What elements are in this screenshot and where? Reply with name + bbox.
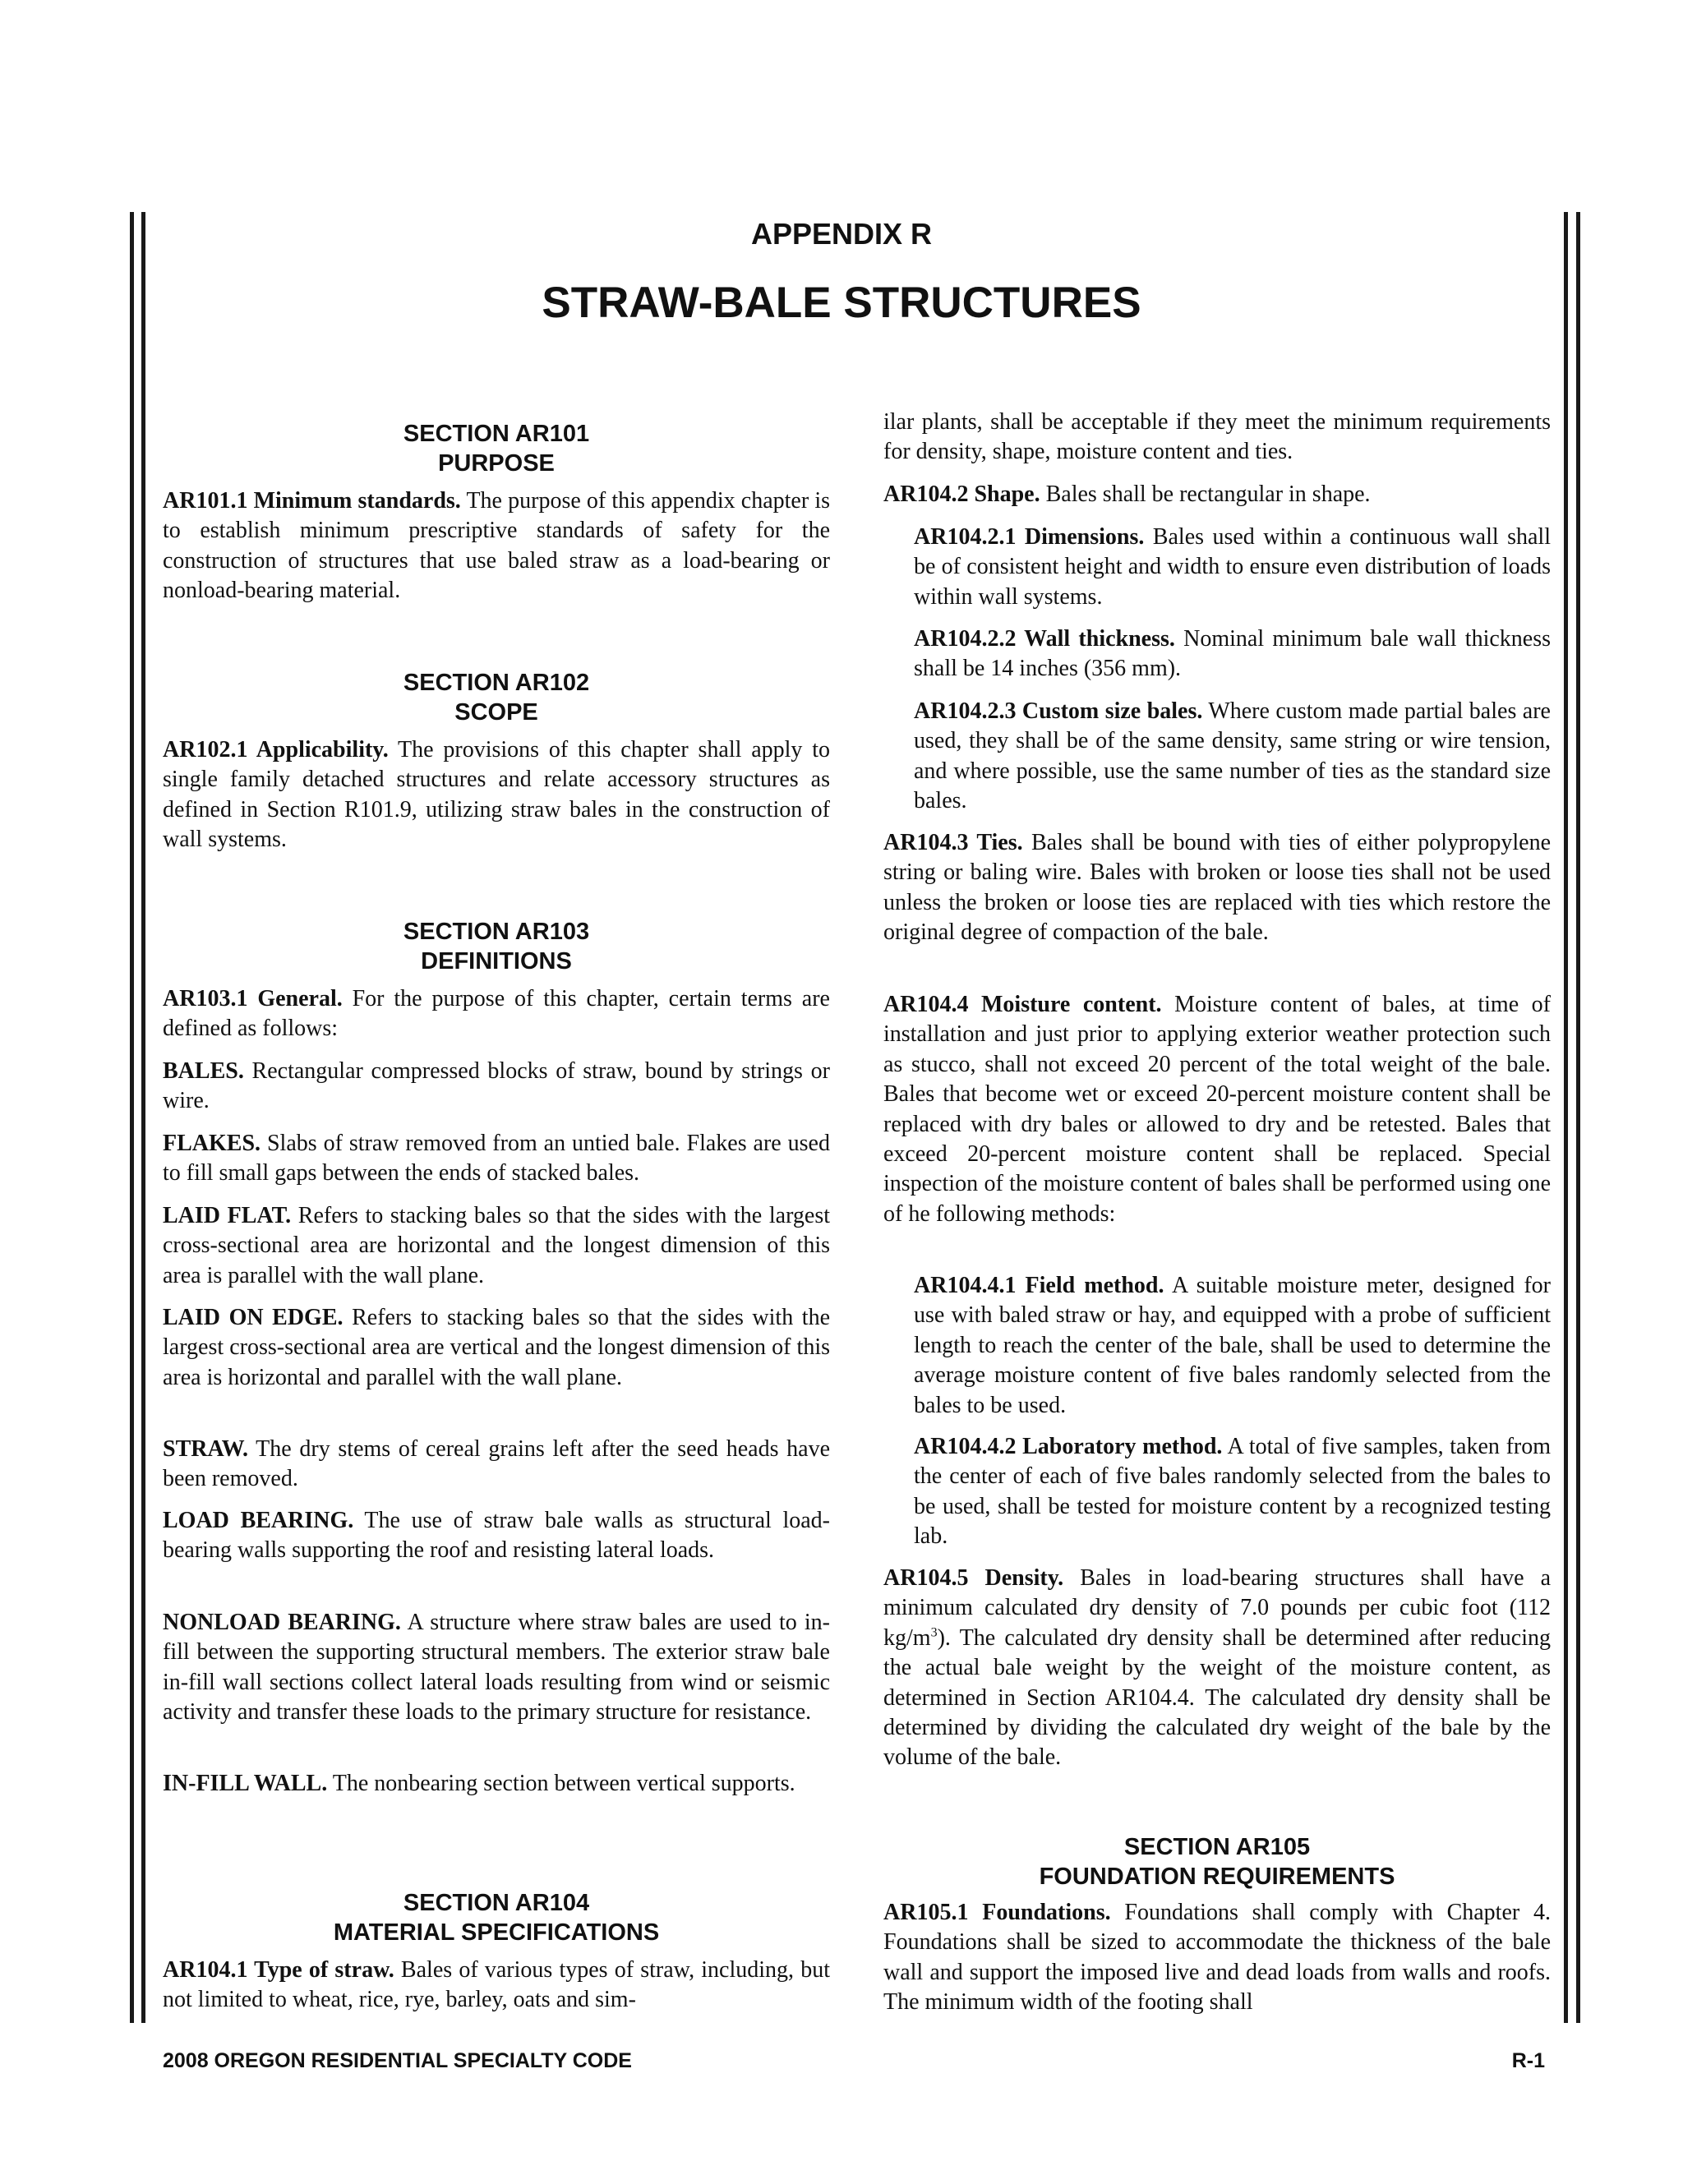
section-heading-ar101 <box>163 419 830 478</box>
definition-text: Refers to stacking bales so that the sides with the largest cross-sectional area are horizontal and the longest dimension of this area is parallel with the wall plane. <box>163 1203 830 1288</box>
definition-text: A structure where straw bales are used to in-fill between the supporting structural members. The exterior straw bale in-fill wall sections collect lateral loads resulting from wind or seismic activity and transfer these loads to the primary structure for resistance. <box>163 1610 830 1726</box>
paragraph-ar104-1-continued <box>883 408 1551 468</box>
right-margin-bar-inner <box>1564 212 1568 2023</box>
paragraph-term: AR104.2 Shape. <box>883 481 1040 507</box>
paragraph-term: AR105.1 Foundations. <box>883 1900 1111 1925</box>
section-name: DEFINITIONS <box>421 948 572 975</box>
paragraph-ar104-1 <box>163 1956 830 2016</box>
paragraph-ar104-2-3 <box>914 697 1551 817</box>
paragraph-text: Bales shall be bound with ties of either polypropylene string or baling wire. Bales with broken or loose ties shall not be used unless the broken or loose ties are replaced with ties which restore the original degree of compaction of the bale. <box>883 830 1551 946</box>
definition-text: Slabs of straw removed from an untied bale. Flakes are used to fill small gaps between the ends of stacked bales. <box>163 1131 830 1186</box>
section-number: SECTION AR104 <box>403 1890 590 1916</box>
paragraph-term: AR104.2.3 Custom size bales. <box>914 698 1203 724</box>
footer-code-name: 2008 OREGON RESIDENTIAL SPECIALTY CODE <box>163 2049 632 2072</box>
paragraph-term: AR102.1 Applicability. <box>163 737 389 763</box>
definition-term: LOAD BEARING. <box>163 1508 354 1533</box>
definition-text: The use of straw bale walls as structural load-bearing walls supporting the roof and resisting lateral loads. <box>163 1508 830 1564</box>
paragraph-text: Bales in load-bearing structures shall have a minimum calculated dry density of 7.0 pounds per cubic foot (112 kg/m <box>883 1565 1551 1651</box>
paragraph-text: A suitable moisture meter, designed for use with baled straw or hay, and equipped with a probe of sufficient length to reach the center of the bale, shall be used to determine the average moisture content of five bales randomly selected from the bales to be used. <box>914 1273 1551 1418</box>
paragraph-term: AR104.2.1 Dimensions. <box>914 524 1145 550</box>
paragraph-term: AR104.1 Type of straw. <box>163 1957 394 1983</box>
definition-laid-on-edge <box>163 1303 830 1393</box>
section-number: SECTION AR103 <box>403 919 590 945</box>
paragraph-ar102-1 <box>163 735 830 855</box>
paragraph-text: Bales used within a continuous wall shall be of consistent height and width to ensure even distribution of loads within wall systems. <box>914 524 1551 610</box>
paragraph-ar101-1 <box>163 486 830 606</box>
paragraph-ar104-2-2 <box>914 624 1551 684</box>
paragraph-term: AR104.5 Density. <box>883 1565 1064 1591</box>
definition-term: IN-FILL WALL. <box>163 1771 328 1796</box>
definition-in-fill-wall <box>163 1769 830 1799</box>
section-heading-ar104 <box>163 1888 830 1947</box>
definition-bales <box>163 1057 830 1117</box>
paragraph-text: The provisions of this chapter shall apply to single family detached structures and relate accessory structures as defined in Section R101.9, utilizing straw bales in the construction of wall systems. <box>163 737 830 853</box>
definition-flakes <box>163 1129 830 1189</box>
paragraph-ar105-1 <box>883 1898 1551 2018</box>
section-number: SECTION AR101 <box>403 421 590 447</box>
paragraph-term: AR104.2.2 Wall thickness. <box>914 626 1175 652</box>
definition-term: STRAW. <box>163 1436 249 1462</box>
left-margin-bar-inner <box>141 212 145 2023</box>
paragraph-ar104-2-1 <box>914 523 1551 612</box>
section-number: SECTION AR105 <box>1123 1834 1311 1860</box>
definition-nonload-bearing <box>163 1608 830 1728</box>
superscript: 3 <box>930 1625 938 1640</box>
paragraph-ar104-2 <box>883 480 1551 509</box>
section-heading-ar102 <box>163 668 830 727</box>
paragraph-term: AR101.1 Minimum standards. <box>163 488 461 514</box>
section-heading-ar103 <box>163 917 830 976</box>
definition-term: LAID ON EDGE. <box>163 1305 344 1330</box>
definition-laid-flat <box>163 1201 830 1291</box>
definition-term: LAID FLAT. <box>163 1203 292 1228</box>
right-margin-bar-outer <box>1576 212 1580 2023</box>
paragraph-text: Where custom made partial bales are used, they shall be of the same density, same string or wire tension, and where possible, use the same number of ties as the standard size bales. <box>914 698 1551 814</box>
paragraph-text: ilar plants, shall be acceptable if they meet the minimum requirements for density, shape, moisture content and ties. <box>883 409 1551 465</box>
footer-page-number: R-1 <box>1511 2049 1545 2072</box>
paragraph-text: Nominal minimum bale wall thickness shall be 14 inches (356 mm). <box>914 626 1551 682</box>
appendix-label: APPENDIX R <box>750 217 933 251</box>
paragraph-term: AR104.4.1 Field method. <box>914 1273 1164 1298</box>
paragraph-term: AR104.4.2 Laboratory method. <box>914 1434 1223 1459</box>
paragraph-text: Moisture content of bales, at time of installation and just prior to applying exterior weather protection such as stucco, shall not exceed 20 percent of the total weight of the bale. Bales that become wet or exceed 20-percent moisture content shall be replaced with dry bales or allowed to dry and be retested. Bales that exceed 20-percent moisture content shall be replaced. Special inspection of the moisture content of bales shall be performed using one of he following methods: <box>883 992 1551 1227</box>
definition-straw <box>163 1435 830 1495</box>
paragraph-text: The purpose of this appendix chapter is to establish minimum prescriptive standards of safety for the construction of structures that use baled straw as a load-bearing or nonload-bearing material. <box>163 488 831 604</box>
section-number: SECTION AR102 <box>403 670 590 696</box>
section-name: MATERIAL SPECIFICATIONS <box>333 1919 660 1946</box>
definition-text: Rectangular compressed blocks of straw, bound by strings or wire. <box>163 1058 830 1114</box>
definition-text: The nonbearing section between vertical supports. <box>327 1771 795 1796</box>
paragraph-ar104-4 <box>883 990 1551 1229</box>
section-name: SCOPE <box>454 699 538 726</box>
paragraph-text: Foundations shall comply with Chapter 4. Foundations shall be sized to accommodate the thickness of the bale wall and support the imposed live and dead loads from walls and roofs. The minimum width of the footing shall <box>883 1900 1551 2016</box>
paragraph-term: AR104.3 Ties. <box>883 830 1023 855</box>
paragraph-text: Bales of various types of straw, including, but not limited to wheat, rice, rye, barley, oats and sim- <box>163 1957 831 2013</box>
paragraph-text: For the purpose of this chapter, certain terms are defined as follows: <box>163 986 830 1042</box>
section-name: FOUNDATION REQUIREMENTS <box>1039 1864 1395 1890</box>
paragraph-term: AR104.4 Moisture content. <box>883 992 1162 1017</box>
paragraph-term: AR103.1 General. <box>163 986 343 1011</box>
definition-term: FLAKES. <box>163 1131 261 1156</box>
paragraph-text-continued: ). The calculated dry density shall be determined after reducing the actual bale weight by the weight of the moisture content, as determined in Section AR104.4. The calculated dry density shall be determined by dividing the calculated dry weight of the bale by the volume of the bale. <box>883 1624 1551 1771</box>
paragraph-text: A total of five samples, taken from the center of each of five bales randomly selected from the bales to be used, shall be tested for moisture content by a recognized testing lab. <box>914 1434 1551 1550</box>
paragraph-ar104-4-2 <box>914 1432 1551 1552</box>
paragraph-ar104-3 <box>883 828 1551 948</box>
paragraph-ar104-5 <box>883 1564 1551 1773</box>
definition-load-bearing <box>163 1506 830 1566</box>
paragraph-ar103-1 <box>163 984 830 1044</box>
definition-term: BALES. <box>163 1058 244 1084</box>
page-title: STRAW-BALE STRUCTURES <box>542 279 1141 327</box>
section-name: PURPOSE <box>438 450 555 477</box>
definition-term: NONLOAD BEARING. <box>163 1610 401 1635</box>
paragraph-text: Bales shall be rectangular in shape. <box>1040 481 1371 507</box>
section-heading-ar105 <box>883 1832 1551 1891</box>
definition-text: The dry stems of cereal grains left after the seed heads have been removed. <box>163 1436 830 1492</box>
paragraph-ar104-4-1 <box>914 1271 1551 1421</box>
left-margin-bar-outer <box>130 212 134 2023</box>
definition-text: Refers to stacking bales so that the sides with the largest cross-sectional area are vertical and the longest dimension of this area is horizontal and parallel with the wall plane. <box>163 1305 830 1390</box>
